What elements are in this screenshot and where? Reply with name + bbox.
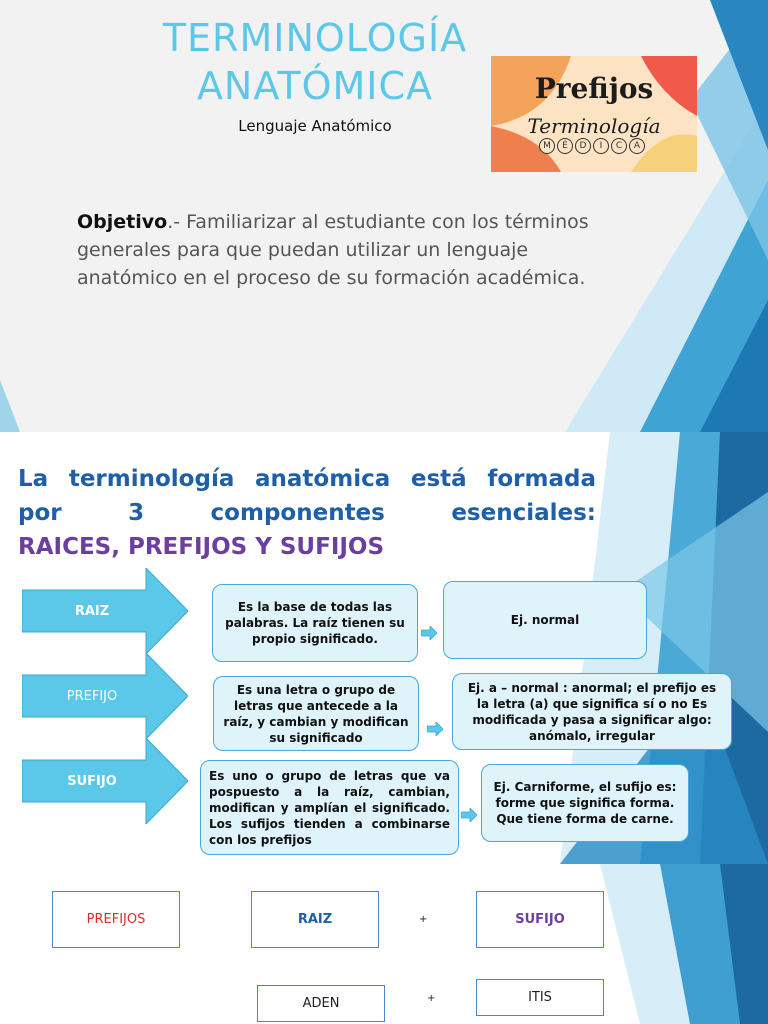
subtitle: Lenguaje Anatómico	[238, 117, 392, 135]
objective-label: Objetivo	[77, 211, 168, 233]
raiz-box: RAIZ	[251, 891, 379, 948]
badge-letter: M	[539, 138, 555, 154]
plus-sign: +	[427, 993, 436, 1004]
prefijo-example-box: Ej. a – normal : anormal; el prefijo es la letra (a) que significa sí o no Es modificada y pasa a significar algo: anómalo, irregular	[452, 673, 732, 750]
slide-2	[0, 432, 768, 864]
prefijos-badge-image	[491, 56, 697, 172]
badge-letter: I	[593, 138, 609, 154]
section-heading-highlight: RAICES, PREFIJOS Y SUFIJOS	[18, 534, 385, 560]
prefijos-box: PREFIJOS	[52, 891, 180, 948]
title-line-1: TERMINOLOGÍA	[162, 16, 468, 60]
raiz-definition-box: Es la base de todas las palabras. La raíz tienen su propio significado.	[212, 584, 418, 662]
sufijo-example-box: Ej. Carniforme, el sufijo es: forme que significa forma. Que tiene forma de carne.	[481, 764, 689, 842]
badge-letter: D	[575, 138, 591, 154]
itis-box: ITIS	[476, 979, 604, 1016]
sufijo-label: SUFIJO	[67, 774, 117, 789]
slide-3	[0, 864, 768, 1024]
badge-letter: É	[557, 138, 573, 154]
raiz-example-box: Ej. normal	[443, 581, 647, 659]
sufijo-box: SUFIJO	[476, 891, 604, 948]
arrow-right-icon	[427, 722, 443, 736]
prefijo-definition-box: Es una letra o grupo de letras que antecede a la raíz, y cambian y modifican su significado	[213, 676, 419, 751]
arrow-right-icon	[421, 626, 437, 640]
title-line-2: ANATÓMICA	[196, 64, 434, 108]
sufijo-definition-box: Es uno o grupo de letras que va pospuesto a la raíz, cambian, modifican y amplían el significado. Los sufijos tienden a combinarse con los prefijos	[200, 760, 459, 855]
badge-subtitle: Terminología	[527, 114, 661, 138]
badge-letter: C	[611, 138, 627, 154]
objective-text: .- Familiarizar al estudiante con los términos generales para que puedan utilizar un lenguaje anatómico en el proceso de su formación académica.	[77, 211, 589, 289]
prefijo-label: PREFIJO	[66, 689, 118, 704]
badge-letters	[539, 138, 645, 154]
arrow-right-icon	[461, 808, 477, 822]
raiz-label: RAIZ	[74, 604, 110, 619]
slide-1	[0, 0, 768, 432]
section-heading: La terminología anatómica está formada por 3 componentes esenciales:	[18, 466, 596, 526]
plus-sign: +	[419, 914, 428, 925]
badge-letter: A	[629, 138, 645, 154]
objective-paragraph	[77, 208, 607, 292]
page-title	[150, 14, 480, 110]
aden-box: ADEN	[257, 985, 385, 1022]
badge-title: Prefijos	[534, 72, 654, 105]
